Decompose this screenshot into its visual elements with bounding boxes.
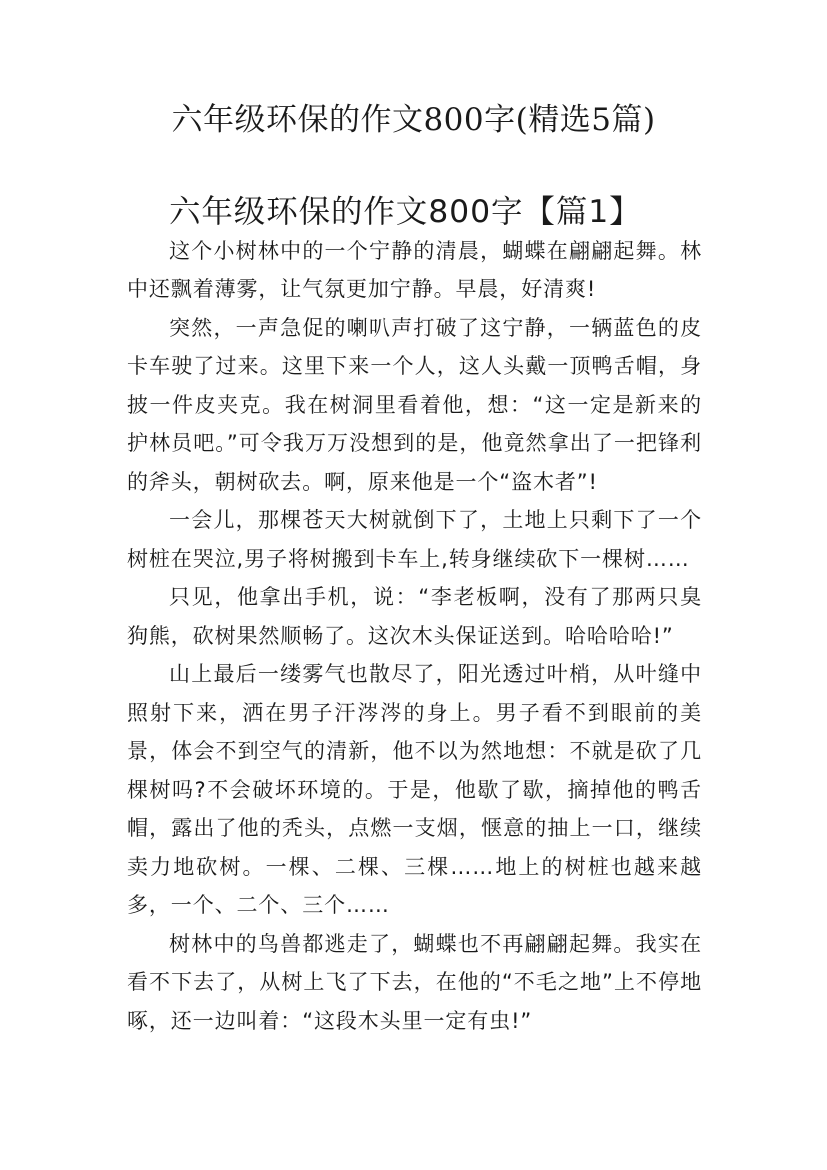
paragraph-4: 只见，他拿出手机，说：“李老板啊，没有了那两只臭狗熊，砍树果然顺畅了。这次木头保证送到。哈哈哈哈!” bbox=[127, 585, 702, 648]
paragraph-3: 一会儿，那棵苍天大树就倒下了，土地上只剩下了一个树桩在哭泣,男子将树搬到卡车上,转身继续砍下一棵树…… bbox=[127, 508, 702, 571]
paragraph-2: 突然，一声急促的喇叭声打破了这宁静，一辆蓝色的皮卡车驶了过来。这里下来一个人，这人头戴一顶鸭舌帽，身披一件皮夹克。我在树洞里看着他，想：“这一定是新来的护林员吧。”可令我万万没想到的是，他竟然拿出了一把锋利的斧头，朝树砍去。啊，原来他是一个“盗木者”! bbox=[127, 315, 702, 494]
paragraph-1: 这个小树林中的一个宁静的清晨，蝴蝶在翩翩起舞。林中还飘着薄雾，让气氛更加宁静。早晨，好清爽! bbox=[127, 238, 702, 301]
paragraph-6: 树林中的鸟兽都逃走了，蝴蝶也不再翩翩起舞。我实在看不下去了，从树上飞了下去，在他的“不毛之地”上不停地啄，还一边叫着：“这段木头里一定有虫!” bbox=[127, 931, 702, 1033]
document-title: 六年级环保的作文800字(精选5篇) bbox=[171, 102, 656, 138]
paragraph-5: 山上最后一缕雾气也散尽了，阳光透过叶梢，从叶缝中照射下来，洒在男子汗涔涔的身上。男子看不到眼前的美景，体会不到空气的清新，他不以为然地想：不就是砍了几棵树吗?不会破坏环境的。于是，他歇了歇，摘掉他的鸭舌帽，露出了他的秃头，点燃一支烟，惬意的抽上一口，继续卖力地砍树。一棵、二棵、三棵……地上的树桩也越来越多，一个、二个、三个…… bbox=[127, 662, 702, 917]
section-heading: 六年级环保的作文800字【篇1】 bbox=[169, 194, 642, 230]
document-body bbox=[127, 193, 702, 1040]
